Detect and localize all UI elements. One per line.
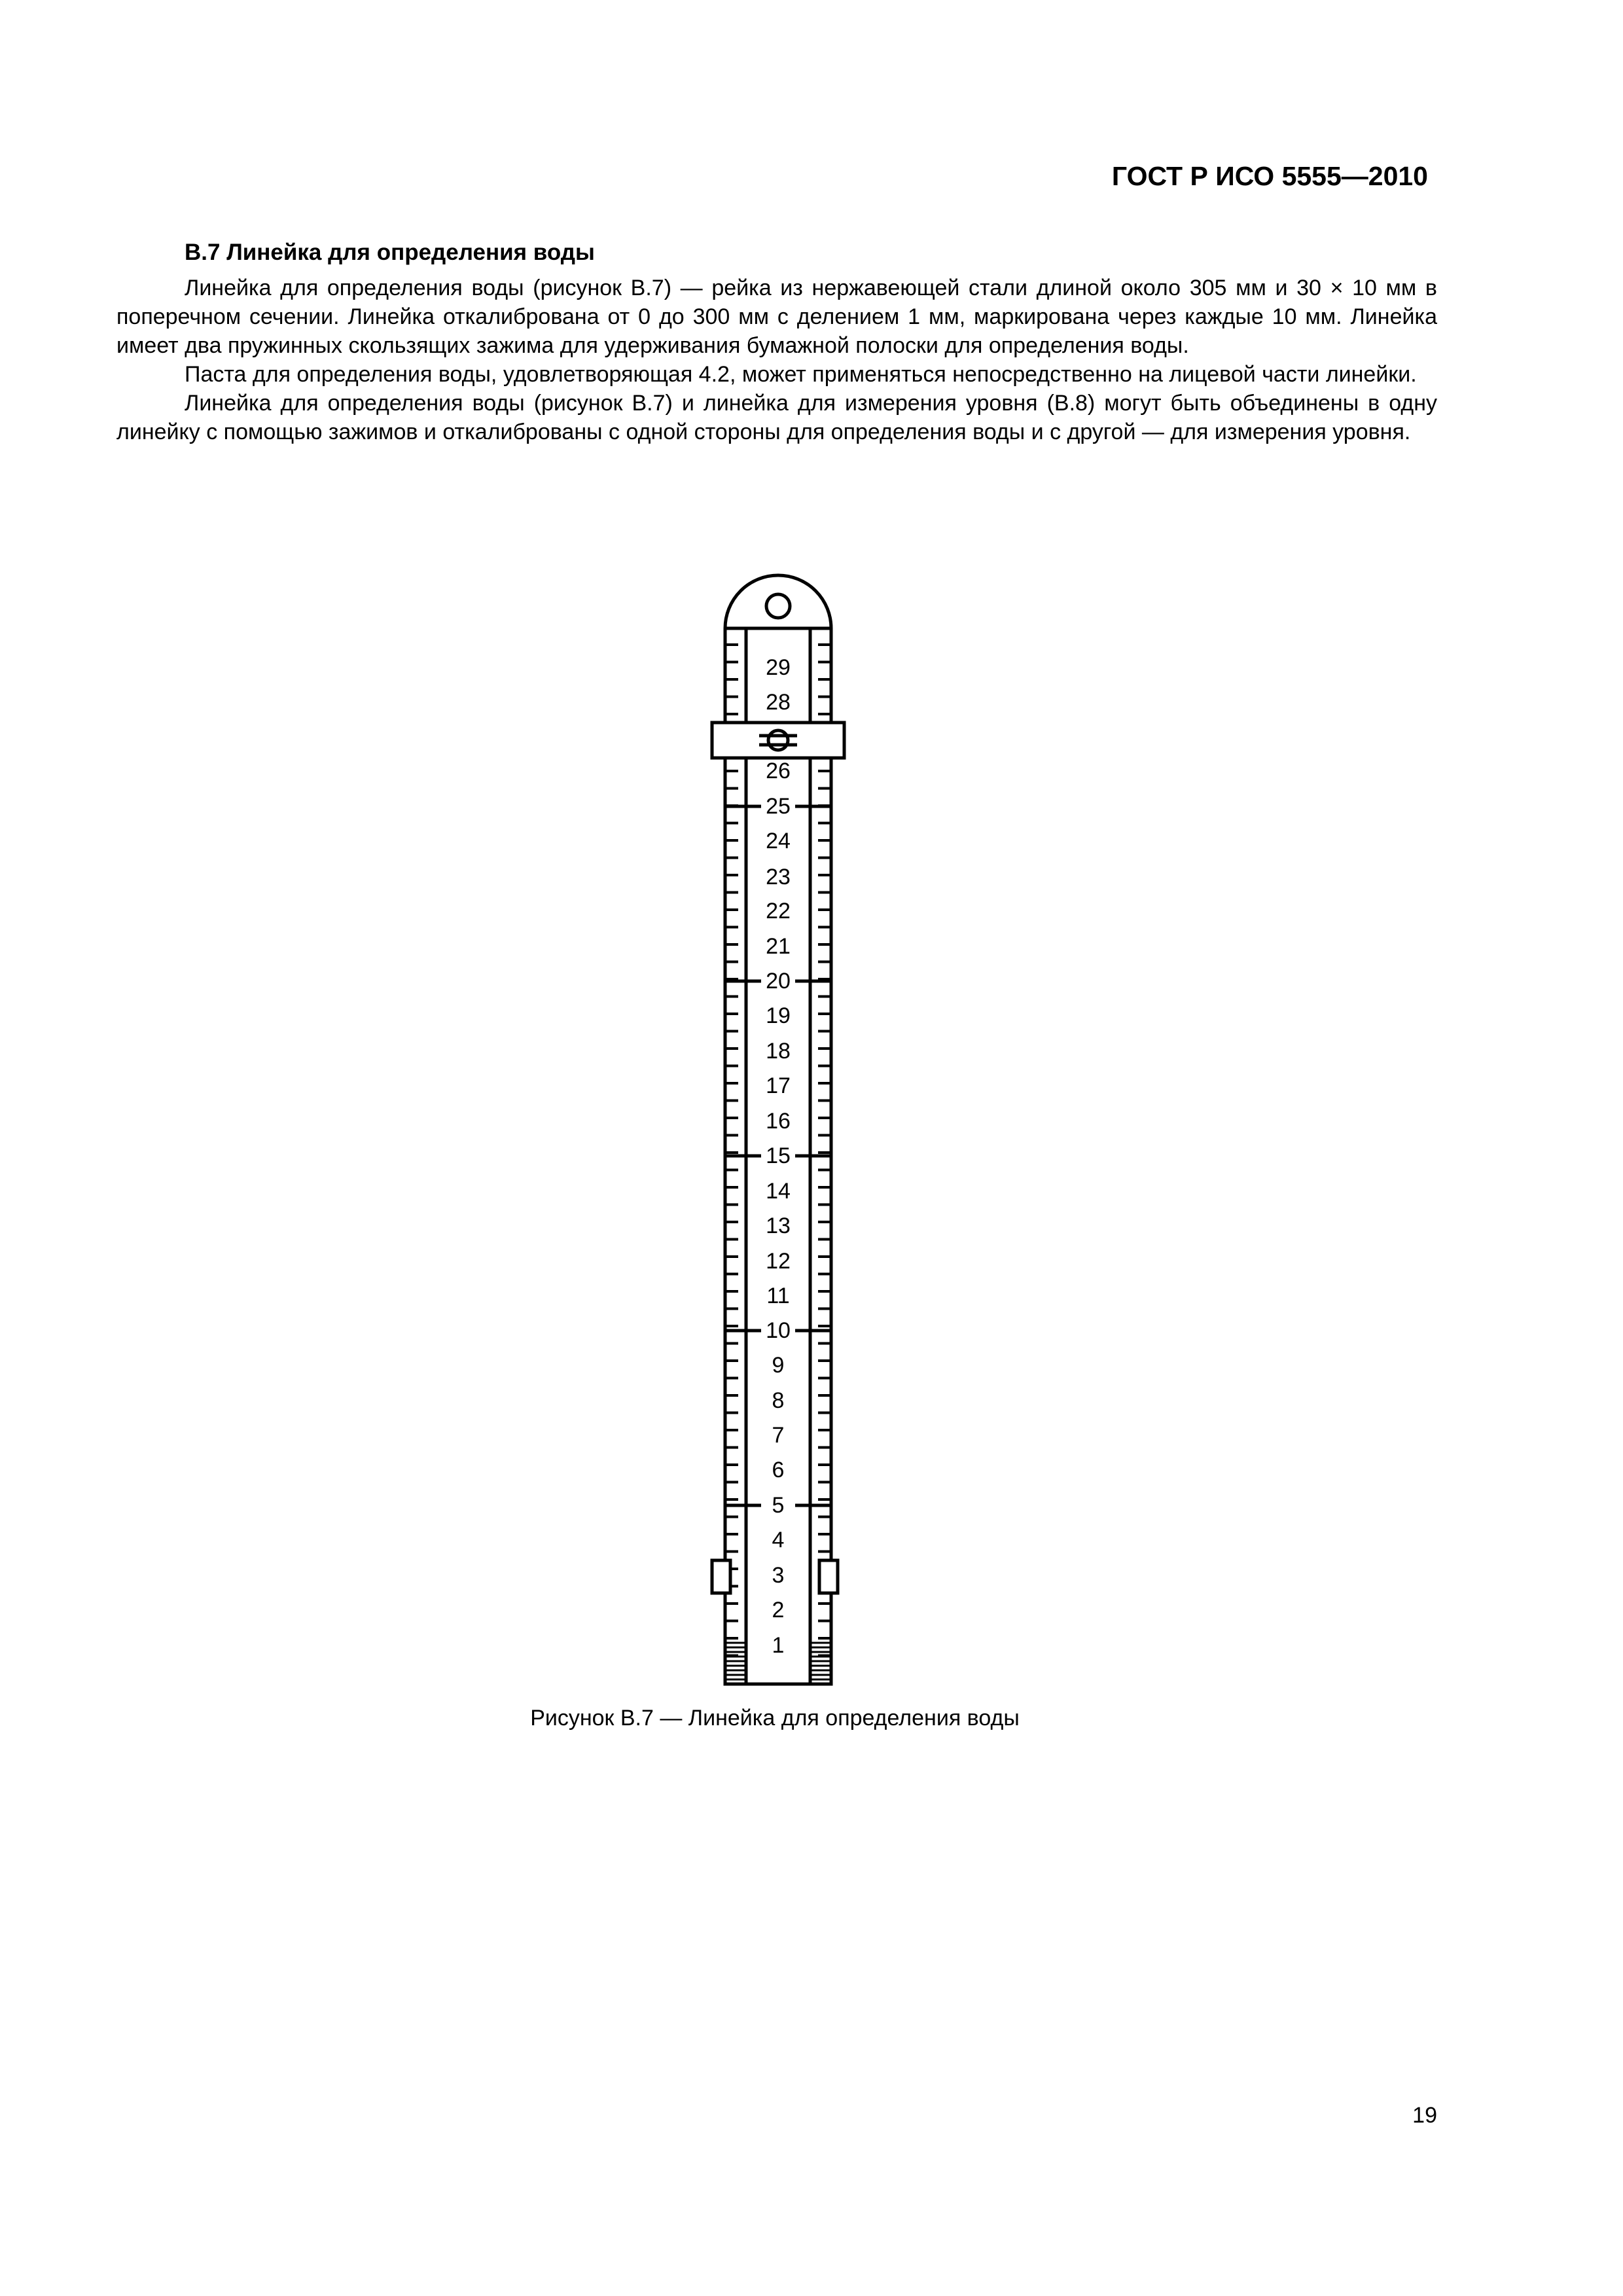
- scale-label: 5: [772, 1493, 785, 1518]
- scale-label: 17: [766, 1073, 791, 1098]
- scale-label: 13: [766, 1213, 791, 1238]
- scale-label: 26: [766, 759, 791, 783]
- scale-label: 9: [772, 1353, 785, 1378]
- scale-label: 28: [766, 690, 791, 715]
- page-number: 19: [1412, 2103, 1437, 2128]
- paragraph-2: Паста для определения воды, удовлетворяющая 4.2, может применяться непосредственно на лицевой части линейки.: [185, 362, 1417, 387]
- scale-label: 3: [772, 1563, 785, 1588]
- paragraph-1: Линейка для определения воды (рисунок В.7) — рейка из нержавеющей стали длиной около 305 мм и 30 × 10 мм в поперечном сечении. Линейка откалибрована от 0 до 300 мм с делением 1 мм, маркирована через каждые 10 мм. Линейка имеет два пружинных скользящих зажима для удерживания бумажной полоски для определения воды.: [116, 276, 1437, 358]
- scale-label: 7: [772, 1423, 785, 1448]
- scale-label: 12: [766, 1249, 791, 1274]
- section-title: В.7 Линейка для определения воды: [185, 240, 595, 265]
- spring-clamp-left: [712, 1560, 730, 1593]
- scale-label: 2: [772, 1598, 785, 1623]
- scale-label: 24: [766, 829, 791, 853]
- scale-label: 15: [766, 1143, 791, 1168]
- scale-label: 11: [766, 1283, 790, 1308]
- scale-label: 8: [772, 1388, 785, 1413]
- scale-label: 29: [766, 655, 791, 680]
- clamp-screw: [768, 730, 788, 750]
- hanging-hole: [766, 594, 790, 618]
- scale-label: 22: [766, 899, 791, 924]
- scale-label: 20: [766, 969, 791, 994]
- scale-label: 23: [766, 865, 791, 889]
- scale-label: 18: [766, 1039, 791, 1064]
- figure-caption: Рисунок В.7 — Линейка для определения воды: [530, 1706, 1020, 1731]
- paragraph-3: Линейка для определения воды (рисунок В.7) и линейка для измерения уровня (В.8) могут быть объединены в одну линейку с помощью зажимов и откалиброваны с одной стороны для определения воды и с другой — для измерения уровня.: [116, 391, 1437, 444]
- scale-label: 6: [772, 1458, 785, 1482]
- spring-clamp-right: [819, 1560, 838, 1593]
- scale-label: 16: [766, 1109, 791, 1134]
- scale-label: 10: [766, 1318, 791, 1343]
- scale-label: 25: [766, 794, 791, 819]
- scale-label: 21: [766, 934, 791, 959]
- scale-label: 4: [772, 1528, 785, 1552]
- scale-label: 19: [766, 1003, 791, 1028]
- ruler-scale-labels: [766, 655, 791, 1658]
- scale-label: 14: [766, 1179, 791, 1204]
- scale-label: 1: [772, 1633, 785, 1658]
- document-code: ГОСТ Р ИСО 5555—2010: [1111, 161, 1428, 191]
